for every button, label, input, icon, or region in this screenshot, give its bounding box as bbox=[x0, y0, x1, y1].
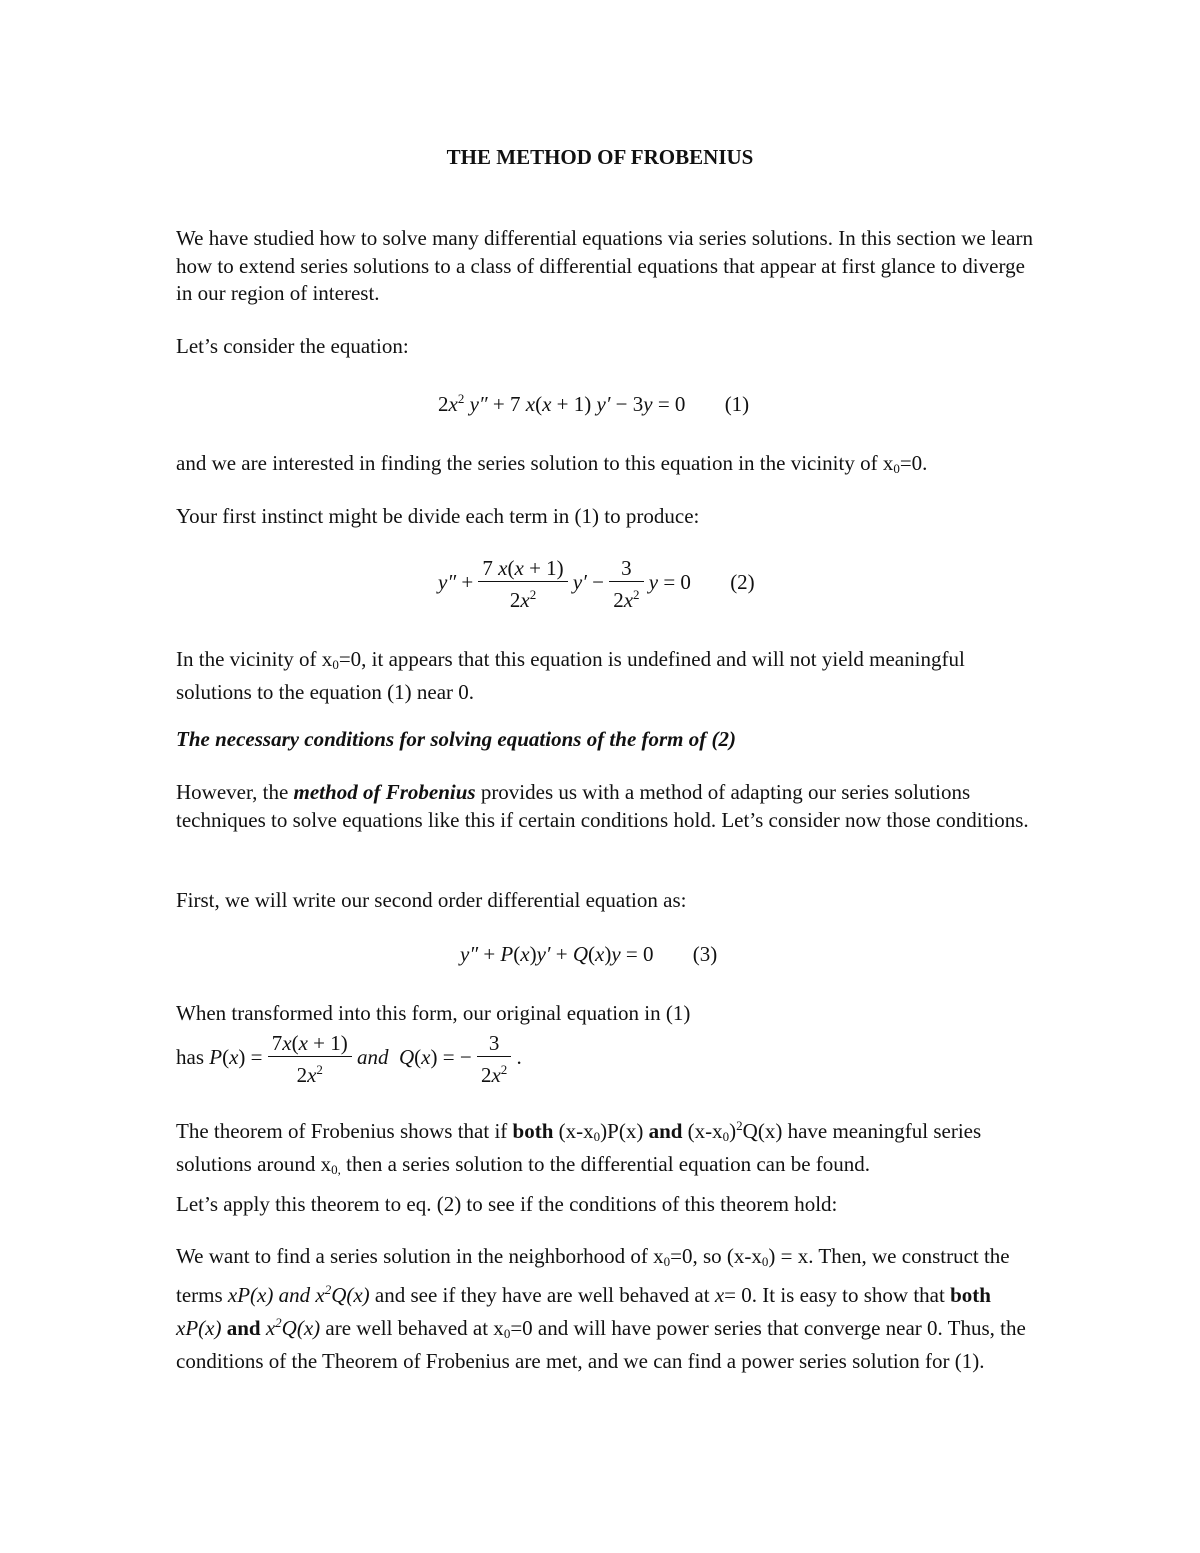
instinct-line: Your first instinct might be divide each term in (1) to produce: bbox=[176, 504, 700, 528]
document-title: THE METHOD OF FROBENIUS bbox=[446, 145, 754, 169]
however-paragraph: However, the method of Frobenius provides us with a method of adapting our series solutions techniques to solve equations like this if certain conditions hold. Let’s consider now those conditions. bbox=[176, 780, 1029, 832]
want-paragraph: We want to find a series solution in the neighborhood of $x_0=0$, so $(x-x_0) = x$. Then, we construct the terms xP(x) and $x^2Q(x)$ and see if they have are well behaved at x= 0. It is easy to show that both xP(x) and $x^2Q(x)$ are well behaved at $x_0=0$ and will have power series that converge near 0. Thus, the conditions of the Theorem of Frobenius are met, and we can find a power series solution for (1). bbox=[176, 1244, 1026, 1373]
equation-2: y″ + $\frac{7 x(x + 1)}{2x^2}$ y′ − $\frac{3}{2x^2}$ y = 0 (2) bbox=[438, 556, 755, 612]
pq-definitions: has P(x) = $\frac{7x(x + 1)}{2x^2}$ and Q(x) = − $\frac{3}{2x^2}$ . bbox=[176, 1031, 522, 1087]
equation-2-label: (2) bbox=[730, 569, 755, 594]
consider-line: Let’s consider the equation: bbox=[176, 334, 409, 358]
first-line: First, we will write our second order differential equation as: bbox=[176, 888, 687, 912]
apply-line: Let’s apply this theorem to eq. (2) to see if the conditions of this theorem hold: bbox=[176, 1192, 838, 1216]
interested-paragraph: and we are interested in finding the series solution to this equation in the vicinity of $x_0=0$. bbox=[176, 451, 928, 476]
section-heading: The necessary conditions for solving equations of the form of (2) bbox=[176, 727, 736, 751]
equation-1: $2x^2$ y″ + 7 x(x + 1) y′ − 3y = 0 (1) bbox=[438, 391, 750, 416]
intro-paragraph: We have studied how to solve many differential equations via series solutions. In this section we learn how to extend series solutions to a class of differential equations that appear at first glance to diverge in our region of interest. bbox=[176, 226, 1033, 305]
vicinity-paragraph: In the vicinity of $x_0=0$, it appears that this equation is undefined and will not yield meaningful solutions to the equation (1) near 0. bbox=[176, 647, 965, 704]
equation-3-label: (3) bbox=[692, 942, 718, 966]
theorem-paragraph: The theorem of Frobenius shows that if both $(x-x_0)P(x)$ and $(x-x_0)^2Q(x)$ have meaningful series solutions around $x_{0,}$ then a series solution to the differential equation can be found. bbox=[176, 1118, 982, 1177]
transformed-line: When transformed into this form, our original equation in (1) bbox=[176, 1001, 691, 1025]
equation-3: y″ + P(x)y′ + Q(x)y = 0 (3) bbox=[460, 942, 718, 966]
equation-1-label: (1) bbox=[724, 392, 750, 416]
